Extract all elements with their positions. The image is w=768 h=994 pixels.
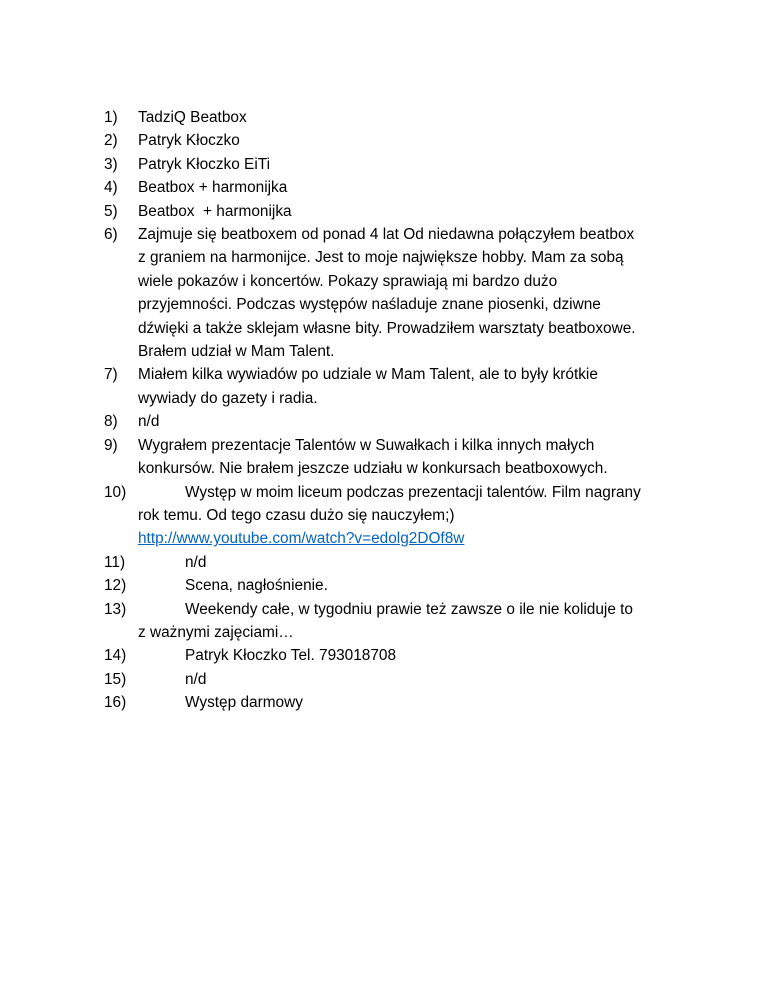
- list-item-3: [104, 153, 684, 176]
- list-item-text: Beatbox + harmonijka: [138, 179, 288, 197]
- list-item-line: z ważnymi zajęciami…: [138, 623, 294, 641]
- list-item-14: [104, 644, 684, 667]
- list-item-line: wiele pokazów i koncertów. Pokazy sprawiają mi bardzo dużo: [138, 272, 558, 290]
- list-item-line: Wygrałem prezentacje Talentów w Suwałkach i kilka innych małych: [138, 436, 595, 454]
- list-item-line: konkursów. Nie brałem jeszcze udziału w konkursach beatboxowych.: [138, 460, 608, 478]
- list-number: 1): [104, 109, 118, 126]
- list-item-text: n/d: [185, 670, 207, 688]
- list-item-text: Patryk Kłoczko: [138, 132, 240, 150]
- numbered-list: [104, 106, 684, 715]
- list-number: 15): [104, 670, 127, 688]
- list-item-line: Weekendy całe, w tygodniu prawie też zawsze o ile nie koliduje to: [185, 600, 633, 618]
- list-item-8: [104, 410, 684, 433]
- list-item-10: [104, 481, 684, 551]
- list-number: 10): [104, 483, 127, 501]
- list-number: 8): [104, 413, 118, 431]
- list-item-12: [104, 574, 684, 597]
- list-number: 11): [104, 553, 126, 571]
- list-item-13: [104, 598, 684, 645]
- list-item-7: [104, 363, 684, 410]
- list-item-line: wywiady do gazety i radia.: [138, 389, 318, 407]
- list-item-5: [104, 200, 684, 223]
- list-item-line: Występ w moim liceum podczas prezentacji talentów. Film nagrany: [185, 483, 641, 501]
- list-item-11: [104, 551, 684, 574]
- list-item-line: rok temu. Od tego czasu dużo się nauczyłem;): [138, 506, 455, 524]
- list-item-line: Miałem kilka wywiadów po udziale w Mam Talent, ale to były krótkie: [138, 366, 598, 384]
- list-item-4: [104, 176, 684, 199]
- list-number: 16): [104, 694, 127, 712]
- list-number: 13): [104, 600, 127, 618]
- list-item-6: [104, 223, 684, 363]
- list-item-1: [104, 106, 684, 129]
- list-item-line: przyjemności. Podczas występów naśladuje znane piosenki, dziwne: [138, 296, 601, 314]
- list-number: 9): [104, 436, 118, 454]
- list-number: 12): [104, 577, 127, 595]
- list-number: 6): [104, 226, 118, 244]
- list-number: 2): [104, 132, 118, 150]
- list-number: 7): [104, 366, 118, 384]
- list-item-2: [104, 129, 684, 152]
- list-item-line: Brałem udział w Mam Talent.: [138, 343, 335, 361]
- list-item-text: Patryk Kłoczko Tel. 793018708: [185, 647, 397, 665]
- list-item-text: TadziQ Beatbox: [138, 109, 247, 126]
- list-item-text: Występ darmowy: [185, 694, 303, 712]
- list-item-9: [104, 434, 684, 481]
- list-item-text: Patryk Kłoczko EiTi: [138, 155, 270, 173]
- list-number: 3): [104, 155, 118, 173]
- youtube-link[interactable]: http://www.youtube.com/watch?v=edolg2DOf8w: [138, 530, 465, 548]
- list-item-text: n/d: [138, 413, 160, 431]
- list-item-line: z graniem na harmonijce. Jest to moje największe hobby. Mam za sobą: [138, 249, 624, 267]
- list-number: 4): [104, 179, 118, 197]
- list-item-text: Scena, nagłośnienie.: [185, 577, 328, 595]
- list-item-text: n/d: [185, 553, 207, 571]
- list-item-15: [104, 668, 684, 691]
- list-item-16: [104, 691, 684, 714]
- list-item-line: Zajmuje się beatboxem od ponad 4 lat Od niedawna połączyłem beatbox: [138, 226, 635, 244]
- list-item-line: dźwięki a także sklejam własne bity. Prowadziłem warsztaty beatboxowe.: [138, 319, 636, 337]
- list-number: 14): [104, 647, 127, 665]
- list-number: 5): [104, 202, 118, 220]
- list-item-text: Beatbox + harmonijka: [138, 202, 292, 220]
